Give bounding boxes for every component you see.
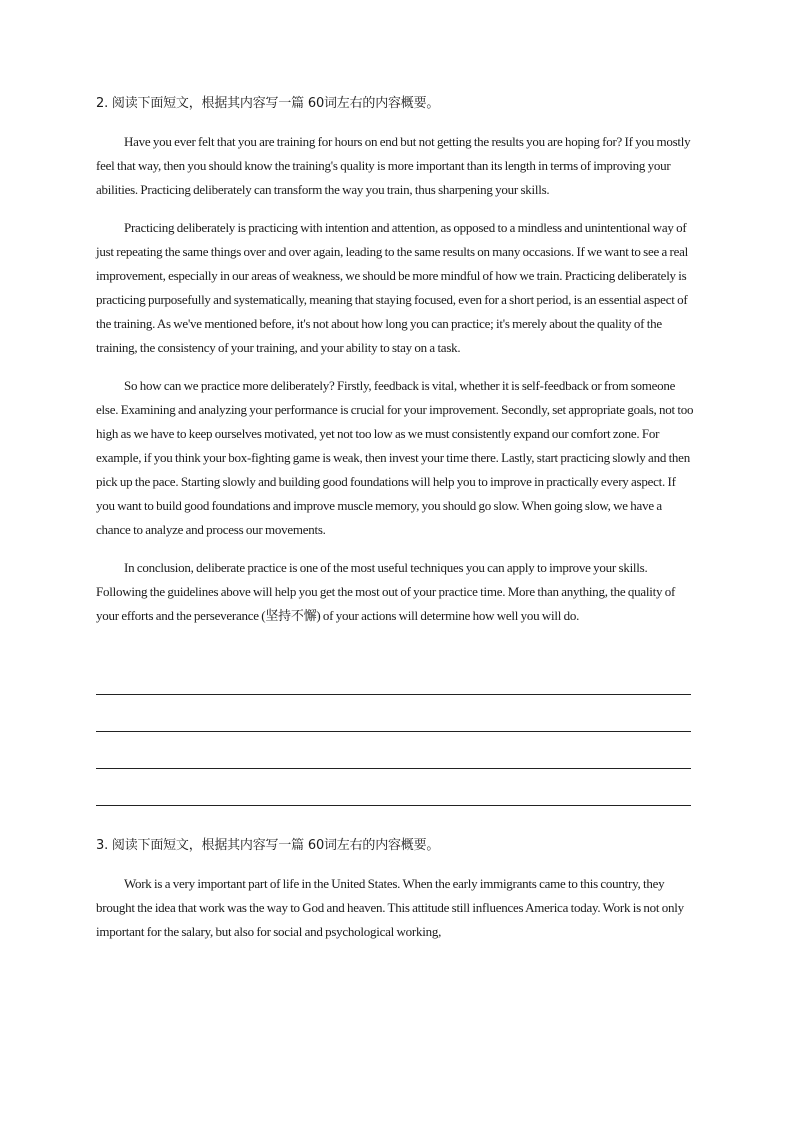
question-3-heading: 3. 阅读下面短文，根据其内容写一篇 60词左右的内容概要。 <box>96 838 440 853</box>
answer-line-4[interactable] <box>96 769 691 806</box>
answer-line-2[interactable] <box>96 695 691 732</box>
question-2 <box>96 92 696 806</box>
question-2-paragraph-3: So how can we practice more deliberately? Firstly, feedback is vital, whether it is self-feedback or from someone else. Examining and analyzing your performance is crucial for your improvement. Secondly, set appropriate goals, not too high as we have to keep ourselves motivated, yet not too low as we must consistently expand our comfort zone. For example, if you think your box-fighting game is weak, then invest your time there. Lastly, start practicing slowly and then pick up the pace. Starting slowly and building good foundations will help you to improve in practically every aspect. If you want to build good foundations and improve muscle memory, you should go slow. When going slow, we have a chance to analyze and process our movements. <box>96 378 694 537</box>
question-2-paragraph-4: In conclusion, deliberate practice is one of the most useful techniques you can apply to improve your skills. Following the guidelines above will help you get the most out of your practice time. More than anything, the quality of your efforts and the perseverance (坚持不懈) of your actions will determine how well you will do. <box>96 560 676 623</box>
answer-line-3[interactable] <box>96 732 691 769</box>
answer-lines <box>96 658 691 806</box>
question-3-paragraph-1: Work is a very important part of life in the United States. When the early immigrants came to this country, they brought the idea that work was the way to God and heaven. This attitude still influences America today. Work is not only important for the salary, but also for social and psychological working, <box>96 876 684 939</box>
question-2-paragraph-1: Have you ever felt that you are training for hours on end but not getting the results you are hoping for? If you mostly feel that way, then you should know the training's quality is more important than its length in terms of improving your abilities. Practicing deliberately can transform the way you train, thus sharpening your skills. <box>96 134 691 197</box>
question-2-heading: 2. 阅读下面短文，根据其内容写一篇 60词左右的内容概要。 <box>96 96 440 111</box>
question-2-paragraph-2: Practicing deliberately is practicing with intention and attention, as opposed to a mindless and unintentional way of just repeating the same things over and over again, leading to the same results on many occasions. If we want to see a real improvement, especially in our areas of weakness, we should be more mindful of how we train. Practicing deliberately is practicing purposefully and systematically, meaning that staying focused, even for a short period, is an essential aspect of the training. As we've mentioned before, it's not about how long you can practice; it's merely about the quality of the training, the consistency of your training, and your ability to stay on a task. <box>96 220 689 355</box>
document-page <box>96 92 696 958</box>
question-3 <box>96 834 696 944</box>
answer-line-1[interactable] <box>96 658 691 695</box>
